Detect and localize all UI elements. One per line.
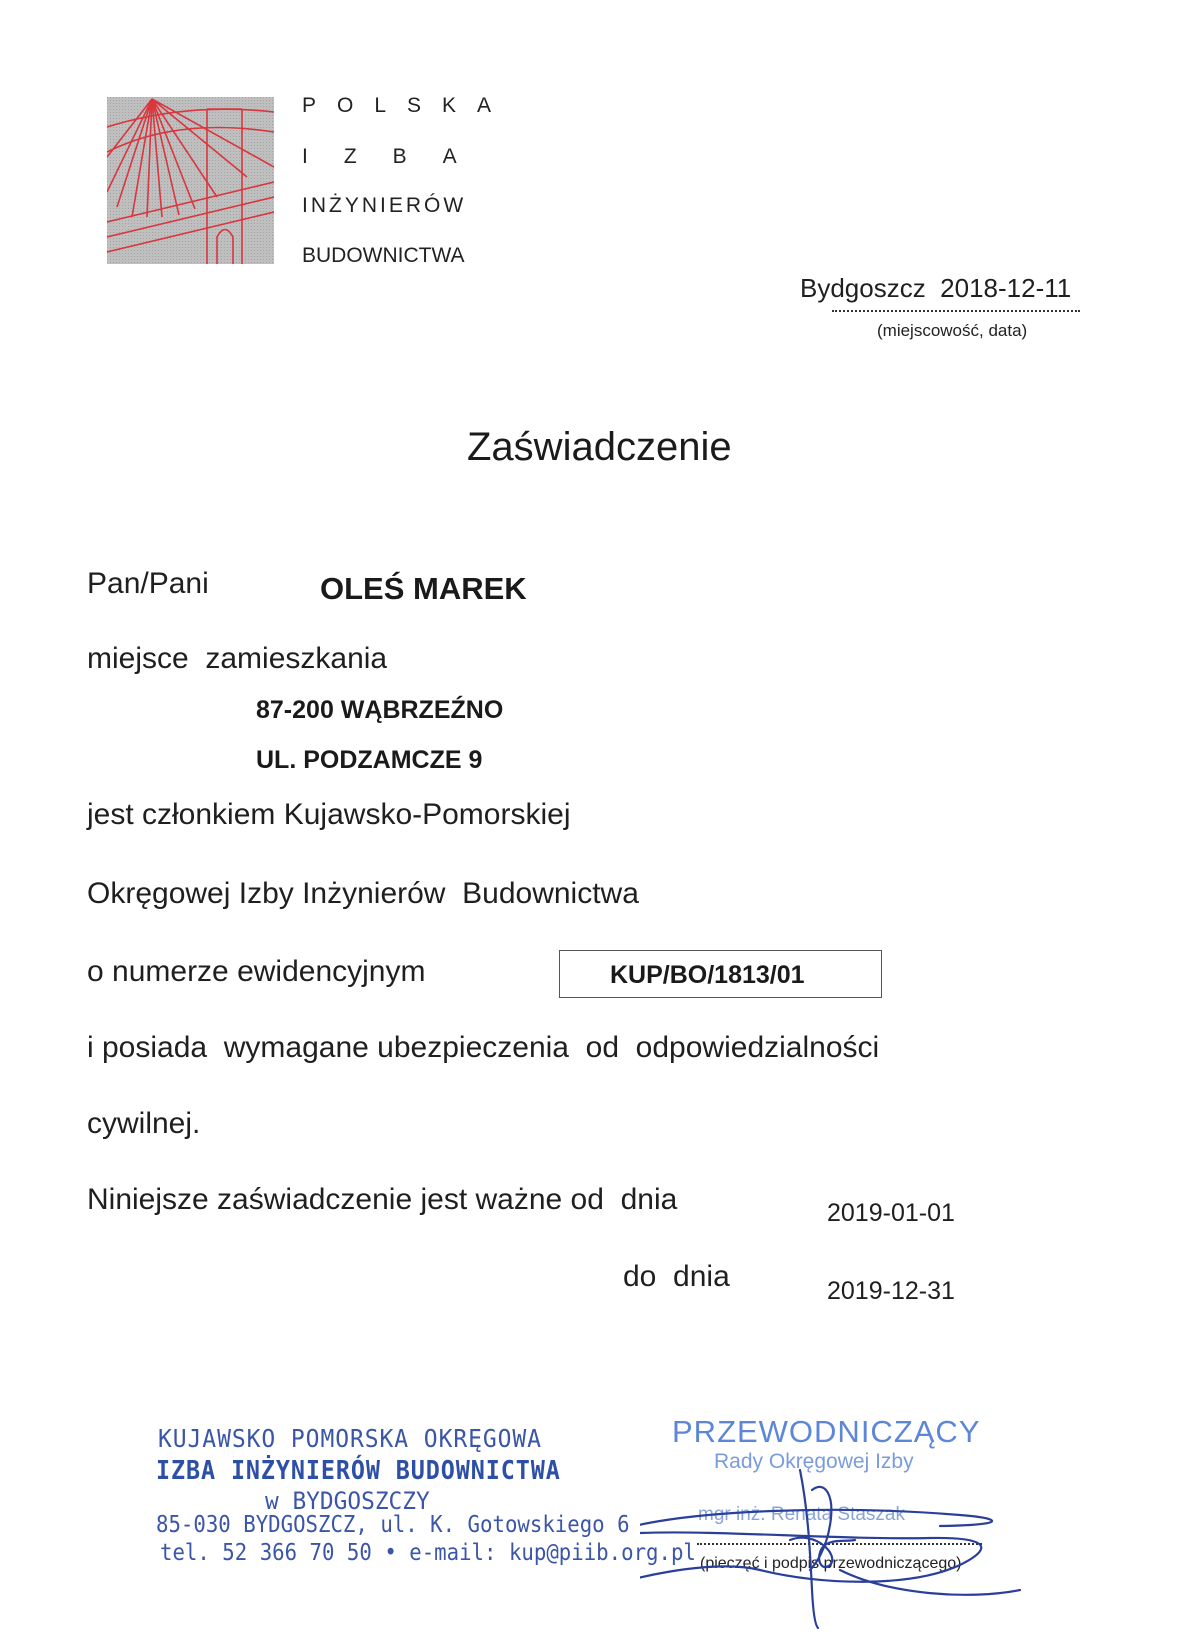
address-line-2: UL. PODZAMCZE 9	[256, 746, 483, 774]
office-stamp-line-2: IZBA INŻYNIERÓW BUDOWNICTWA	[156, 1456, 561, 1486]
valid-from-label: Niniejsze zaświadczenie jest ważne od dnia	[87, 1183, 678, 1216]
address-line-1: 87-200 WĄBRZEŹNO	[256, 696, 504, 724]
place-date-caption: (miejscowość, data)	[877, 321, 1028, 340]
membership-line-1: jest członkiem Kujawsko-Pomorskiej	[87, 798, 571, 831]
office-stamp-line-1: KUJAWSKO POMORSKA OKRĘGOWA	[158, 1424, 542, 1453]
org-name-line-1: POLSKA	[302, 94, 513, 117]
org-name-line-2: IZBA	[302, 145, 493, 168]
registration-label: o numerze ewidencyjnym	[87, 955, 426, 988]
office-stamp-line-3: w BYDGOSZCZY	[265, 1487, 430, 1515]
valid-to-label: do dnia	[623, 1260, 730, 1293]
insurance-line-1: i posiada wymagane ubezpieczenia od odpowiedzialności	[87, 1031, 880, 1064]
residence-label: miejsce zamieszkania	[87, 642, 388, 675]
office-stamp-line-4: 85-030 BYDGOSZCZ, ul. K. Gotowskiego 6	[156, 1512, 630, 1538]
signature-divider	[697, 1543, 982, 1545]
piib-logo-icon	[107, 97, 274, 264]
org-name-line-3: INŻYNIERÓW	[302, 194, 467, 217]
org-name-line-4: BUDOWNICTWA	[302, 244, 465, 267]
registration-number: KUP/BO/1813/01	[610, 961, 805, 989]
membership-line-2: Okręgowej Izby Inżynierów Budownictwa	[87, 877, 639, 910]
valid-from-date: 2019-01-01	[827, 1199, 955, 1227]
signature-caption: (pieczęć i podpis przewodniczącego)	[700, 1555, 962, 1572]
office-stamp-line-5: tel. 52 366 70 50 • e-mail: kup@piib.org.pl	[160, 1540, 696, 1566]
chairman-title: PRZEWODNICZĄCY	[672, 1414, 981, 1449]
salutation-label: Pan/Pani	[87, 567, 209, 600]
place-date: Bydgoszcz 2018-12-11	[800, 273, 1072, 303]
chairman-subtitle: Rady Okręgowej Izby	[714, 1450, 914, 1473]
place-date-divider	[832, 310, 1080, 312]
insurance-line-2: cywilnej.	[87, 1107, 201, 1140]
valid-to-date: 2019-12-31	[827, 1277, 955, 1305]
chairman-name: mgr inż. Renata Staszak	[698, 1504, 905, 1525]
document-title: Zaświadczenie	[467, 425, 732, 469]
person-name: OLEŚ MAREK	[320, 571, 527, 606]
